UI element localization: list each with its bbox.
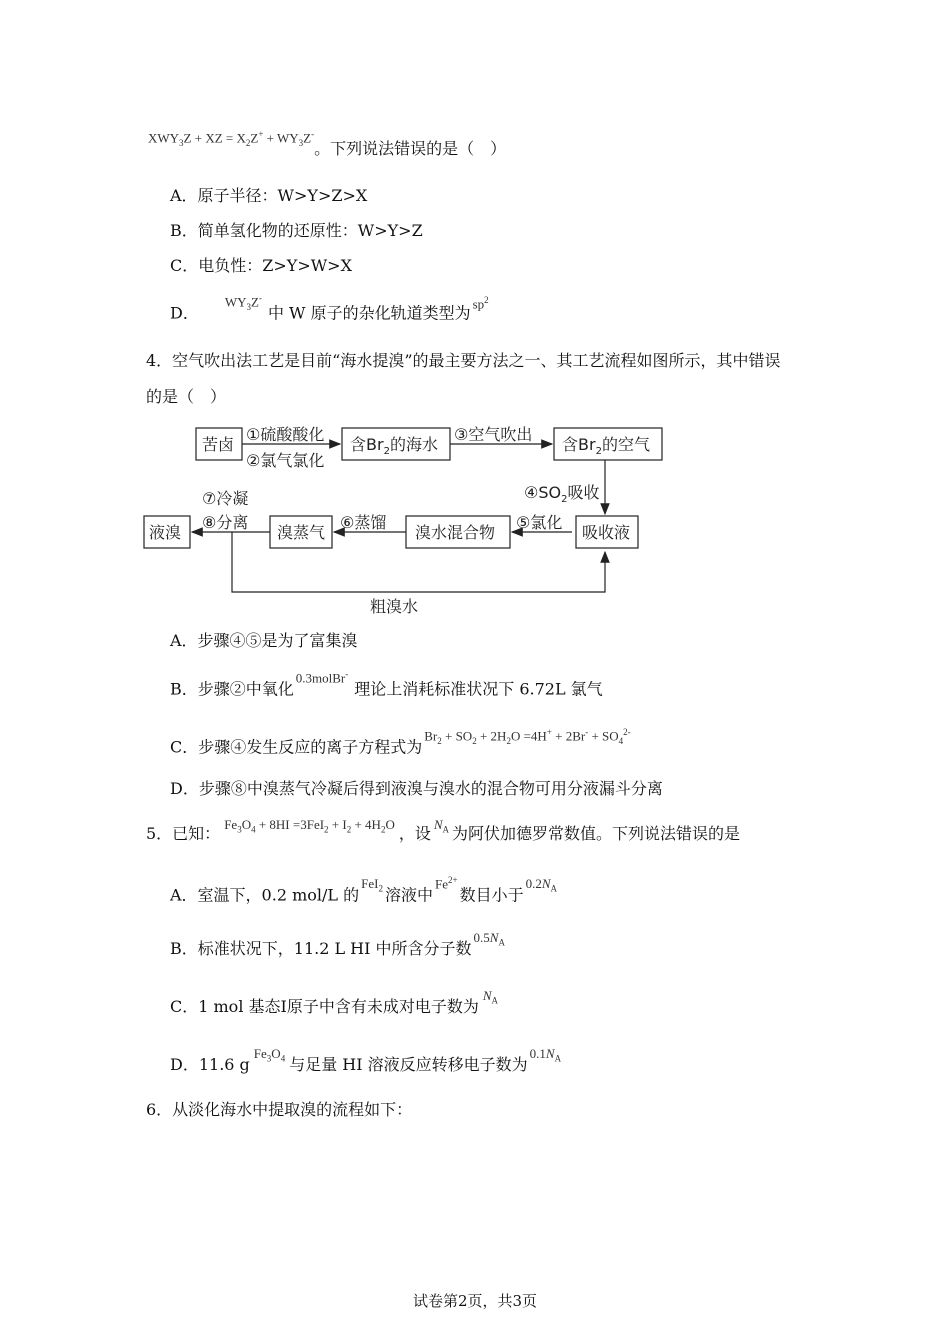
- q3-option-b: B．简单氢化物的还原性：W>Y>Z: [170, 221, 423, 240]
- step6-label: ⑥蒸馏: [340, 513, 387, 532]
- q4-option-a: A．步骤④⑤是为了富集溴: [170, 631, 358, 650]
- step4-label-wrap: [522, 480, 612, 506]
- step5-label: ⑤氯化: [516, 513, 563, 532]
- q3-option-d-formula: $WY_3Z^-$: [224, 293, 262, 312]
- box-seawater-label: 含$Br_2$的海水: [350, 435, 438, 457]
- box-absorb-label: 吸收液: [582, 523, 631, 542]
- q4-stem-line2: 的是（ ）: [146, 387, 227, 406]
- crude-label: 粗溴水: [370, 597, 419, 616]
- step7-label: ⑦冷凝: [202, 489, 249, 508]
- q5-option-b: B．标准状况下，11.2 L HI 中所含分子数$0.5N_A$: [170, 930, 505, 958]
- q3-stem: [148, 130, 506, 159]
- step8-label: ⑧分离: [202, 513, 249, 532]
- q4-option-c-formula: $Br_2 + SO_2 + 2H_2O =4H^+ + 2Br^- + SO_4^{2-}$: [424, 727, 631, 746]
- q3-option-c: C．电负性：Z>Y>W>X: [170, 256, 352, 275]
- box-mixture-label: 溴水混合物: [415, 523, 496, 542]
- q3-stem-tail: 。下列说法错误的是（ ）: [314, 139, 507, 159]
- box-liquid-label: 液溴: [149, 523, 182, 542]
- box-vapor-label: 溴蒸气: [277, 523, 326, 542]
- q4-stem-line1: 4．空气吹出法工艺是目前“海水提溴”的最主要方法之一、其工艺流程如图所示，其中错误: [146, 351, 781, 370]
- q5-option-c: C．1 mol 基态I原子中含有未成对电子数为$N_A$: [170, 988, 499, 1016]
- step1-label: ①硫酸酸化: [246, 425, 325, 444]
- q5-option-a: A．室温下，0.2 mol/L 的FeI$_2$ 溶液中$Fe^{2+}$数目小于$0.2N_A$: [170, 875, 557, 905]
- step3-label: ③空气吹出: [454, 425, 533, 444]
- q4-option-c: C．步骤④发生反应的离子方程式为$Br_2 + SO_2 + 2H_2O =4H^+ + 2Br^- + SO_4^{2-}$: [170, 734, 631, 763]
- step4-label: $④SO_2$吸收: [524, 483, 600, 505]
- q5-equation: $Fe_3O_4 + 8HI =3FeI_2 + I_2 + 4H_2O$: [224, 817, 395, 835]
- q3-option-d: D．$WY_3Z^-$中 W 原子的杂化轨道类型为 $sp^2$: [170, 300, 489, 329]
- box-kulu-label: 苦卤: [202, 435, 235, 454]
- page-footer: 试卷第2页，共3页: [412, 1292, 538, 1310]
- box-air-label: 含$Br_2$的空气: [562, 435, 650, 457]
- q3-equation: $XWY_3Z$ + XZ = $X_2Z^+ + WY_3Z^-$: [148, 129, 315, 148]
- q3-option-a: A．原子半径：W>Y>Z>X: [170, 186, 368, 205]
- q6-stem: 6．从淡化海水中提取溴的流程如下：: [146, 1100, 413, 1119]
- q5-option-d: D．11.6 $gFe_3O_4$ 与足量 HI 溶液反应转移电子数为$0.1N_A$: [170, 1046, 562, 1074]
- q4-option-b: B．步骤②中氧化0.3molBr-理论上消耗标准状况下 6.72L 氯气: [170, 669, 603, 699]
- q4-option-d: D．步骤⑧中溴蒸气冷凝后得到液溴与溴水的混合物可用分液漏斗分离: [170, 779, 663, 798]
- q5-stem: 5．已知： $Fe_3O_4 + 8HI =3FeI_2 + I_2 + 4H_2O$ ，设 $N_A$ 为阿伏加德罗常数值。下列说法错误的是: [146, 817, 741, 843]
- step2-label: ②氯气氯化: [246, 451, 325, 470]
